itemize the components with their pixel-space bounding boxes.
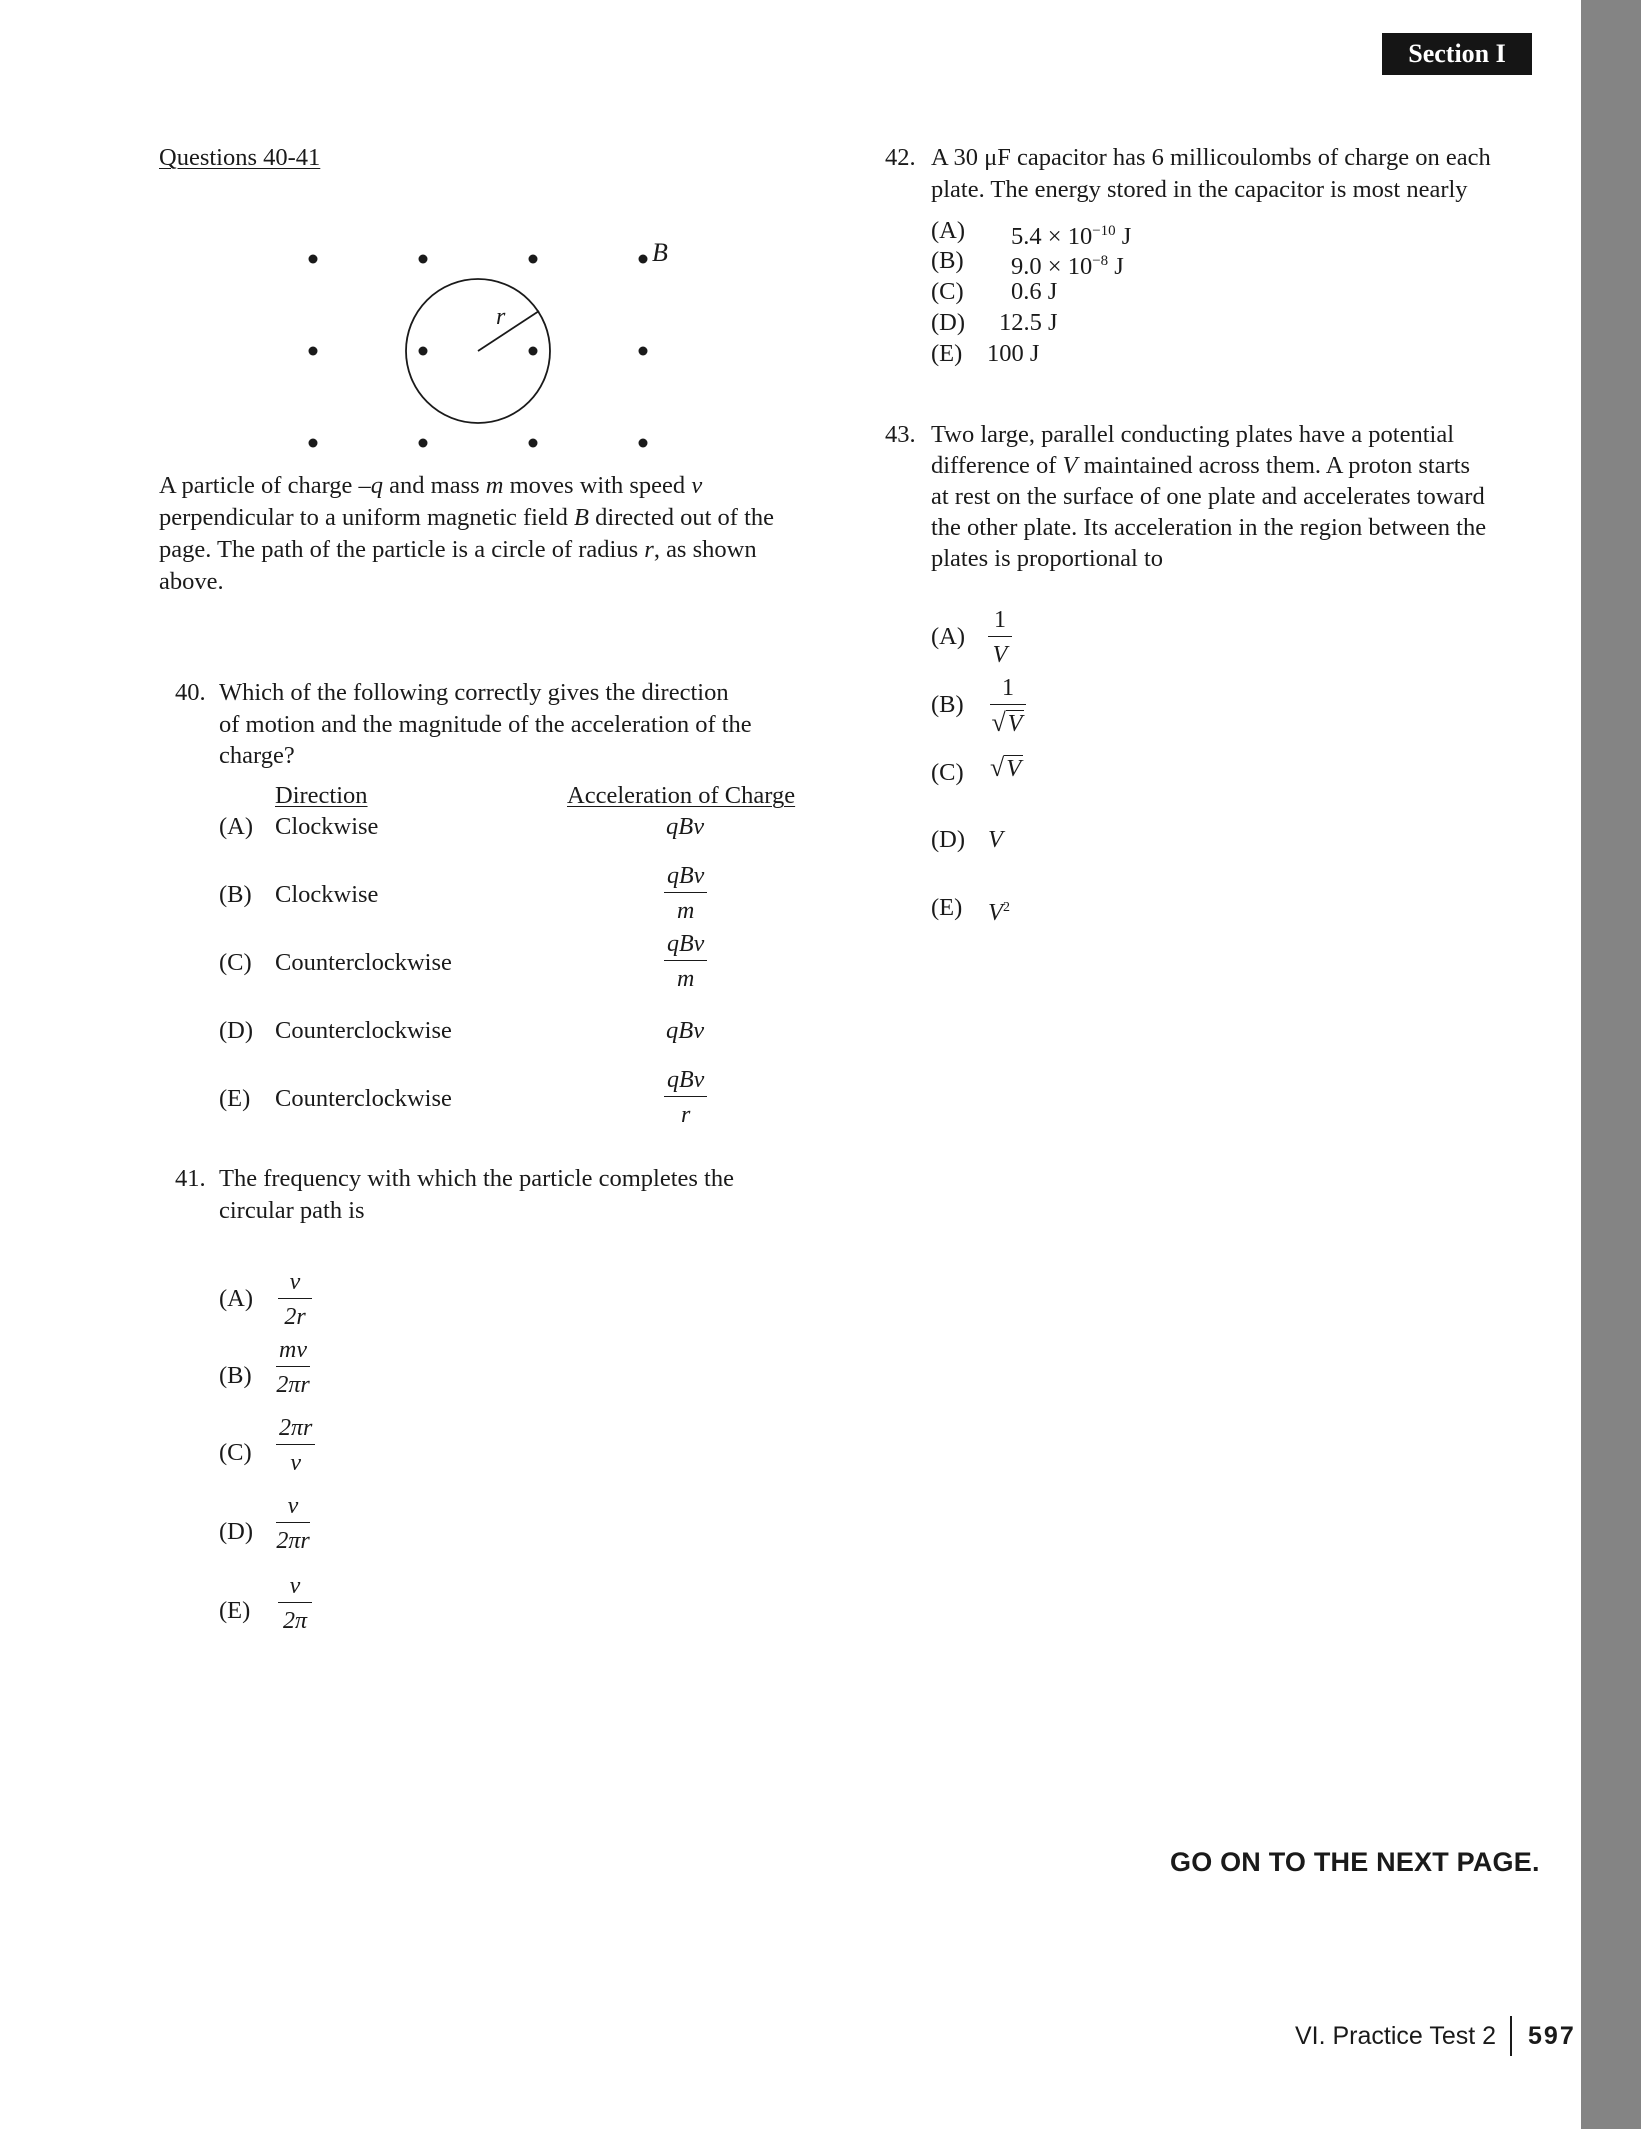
page-footer <box>1295 2018 1576 2054</box>
q43-option-b-expr: 1 √ V <box>990 674 1026 738</box>
q40-option-d-letter[interactable]: (D) <box>219 1017 254 1044</box>
stem-line-3: page. The path of the particle is a circle of radius r, as shown <box>159 536 757 563</box>
q43-option-c-expr: √ V <box>990 753 1022 782</box>
q40-option-c-letter[interactable]: (C) <box>219 949 252 976</box>
q40-option-e-direction: Counterclockwise <box>275 1085 452 1112</box>
q42-option-d-letter[interactable]: (D) <box>931 309 966 336</box>
q41-option-b-letter[interactable]: (B) <box>219 1362 252 1389</box>
stem-line-2: perpendicular to a uniform magnetic field B directed out of the <box>159 504 774 531</box>
group-title: Questions 40-41 <box>159 144 321 171</box>
q40-option-a-accel: qBv <box>666 813 705 840</box>
q40-line-1: Which of the following correctly gives the direction <box>219 679 729 706</box>
q41-option-c-expr: $\frac{2\pi r}{v}$ <box>276 1414 315 1477</box>
q41-line-2: circular path is <box>219 1197 365 1224</box>
q43-option-b-letter[interactable]: (B) <box>931 691 964 718</box>
q41-number: 41. <box>175 1165 206 1192</box>
q43-line-3: at rest on the surface of one plate and accelerates toward <box>931 483 1485 510</box>
page-edge-tab <box>1581 0 1641 2129</box>
q43-option-d-expr: V <box>988 826 1003 853</box>
q41-option-a-expr: $\frac{v}{2r}$ <box>278 1268 312 1331</box>
q43-line-1: Two large, parallel conducting plates have a potential <box>931 421 1455 448</box>
go-on-next-page: GO ON TO THE NEXT PAGE. <box>1170 1847 1540 1877</box>
q40-option-b-letter[interactable]: (B) <box>219 881 252 908</box>
q42-line-1: A 30 μF capacitor has 6 millicoulombs of charge on each <box>931 144 1491 171</box>
q43-line-4: the other plate. Its acceleration in the region between the <box>931 514 1487 541</box>
q43-option-e-expr: $V^2$ <box>988 899 1010 927</box>
q42-option-a-letter[interactable]: (A) <box>931 217 966 244</box>
section-label: Section I <box>1382 33 1532 75</box>
q42-option-c-value: 0.6 J <box>1011 278 1058 305</box>
q43-option-a-letter[interactable]: (A) <box>931 623 966 650</box>
chapter-label: VI. Practice Test 2 <box>1295 2021 1497 2050</box>
q43-option-e-letter[interactable]: (E) <box>931 894 963 921</box>
q41-option-c-letter[interactable]: (C) <box>219 1439 252 1466</box>
field-label-b: B <box>652 238 668 267</box>
q41-option-b-expr: $\frac{mv}{2\pi r}$ <box>276 1337 310 1398</box>
q42-option-b-value: $9.0 \times 10^{-8}$ J <box>1011 253 1124 281</box>
q41-option-a-letter[interactable]: (A) <box>219 1285 254 1312</box>
q43-option-a-expr: $\frac{1}{V}$ <box>988 606 1012 669</box>
q42-option-b-letter[interactable]: (B) <box>931 247 964 274</box>
q41-option-e-expr: $\frac{v}{2\pi}$ <box>278 1572 312 1635</box>
stem-line-4: above. <box>159 568 224 595</box>
q40-option-c-accel: qBv m <box>664 930 707 993</box>
q42-number: 42. <box>885 144 916 171</box>
q40-header-direction: Direction <box>275 782 368 809</box>
q43-line-2: difference of V maintained across them. A proton starts <box>931 452 1471 479</box>
q40-line-3: charge? <box>219 742 295 769</box>
q42-option-e-value: 100 J <box>987 340 1040 367</box>
q43-option-d-letter[interactable]: (D) <box>931 826 966 853</box>
q42-option-d-value: 12.5 J <box>999 309 1058 336</box>
q40-line-2: of motion and the magnitude of the acceleration of the <box>219 711 752 738</box>
q43-number: 43. <box>885 421 916 448</box>
q40-option-e-letter[interactable]: (E) <box>219 1085 251 1112</box>
radius-label-r: r <box>496 304 506 330</box>
q42-option-e-letter[interactable]: (E) <box>931 340 963 367</box>
q40-option-d-direction: Counterclockwise <box>275 1017 452 1044</box>
page-number: 597 <box>1528 2021 1576 2050</box>
q41-option-d-expr: $\frac{v}{2\pi r}$ <box>276 1493 310 1554</box>
q43-line-5: plates is proportional to <box>931 545 1164 572</box>
q40-number: 40. <box>175 679 206 706</box>
q40-option-b-accel: qBv m <box>664 862 707 925</box>
q40-header-acceleration: Acceleration of Charge <box>567 782 796 809</box>
q42-option-c-letter[interactable]: (C) <box>931 278 964 305</box>
q41-option-e-letter[interactable]: (E) <box>219 1597 251 1624</box>
q41-line-1: The frequency with which the particle completes the <box>219 1165 734 1192</box>
q40-option-d-accel: qBv <box>666 1017 705 1044</box>
q42-option-a-value: $5.4 \times 10^{-10}$ J <box>1011 223 1132 251</box>
q40-option-b-direction: Clockwise <box>275 881 379 908</box>
radius-line <box>478 311 539 351</box>
stem-line-1: A particle of charge –q and mass m moves with speed v <box>159 472 703 499</box>
q41-option-d-letter[interactable]: (D) <box>219 1518 254 1545</box>
q43-option-c-letter[interactable]: (C) <box>931 759 964 786</box>
q42-line-2: plate. The energy stored in the capacitor is most nearly <box>931 176 1468 203</box>
q40-option-c-direction: Counterclockwise <box>275 949 452 976</box>
magnetic-field-figure <box>290 230 690 460</box>
q40-option-a-direction: Clockwise <box>275 813 379 840</box>
footer-divider <box>1510 2016 1512 2056</box>
q40-option-a-letter[interactable]: (A) <box>219 813 254 840</box>
q40-option-e-accel: qBv r <box>664 1066 707 1129</box>
